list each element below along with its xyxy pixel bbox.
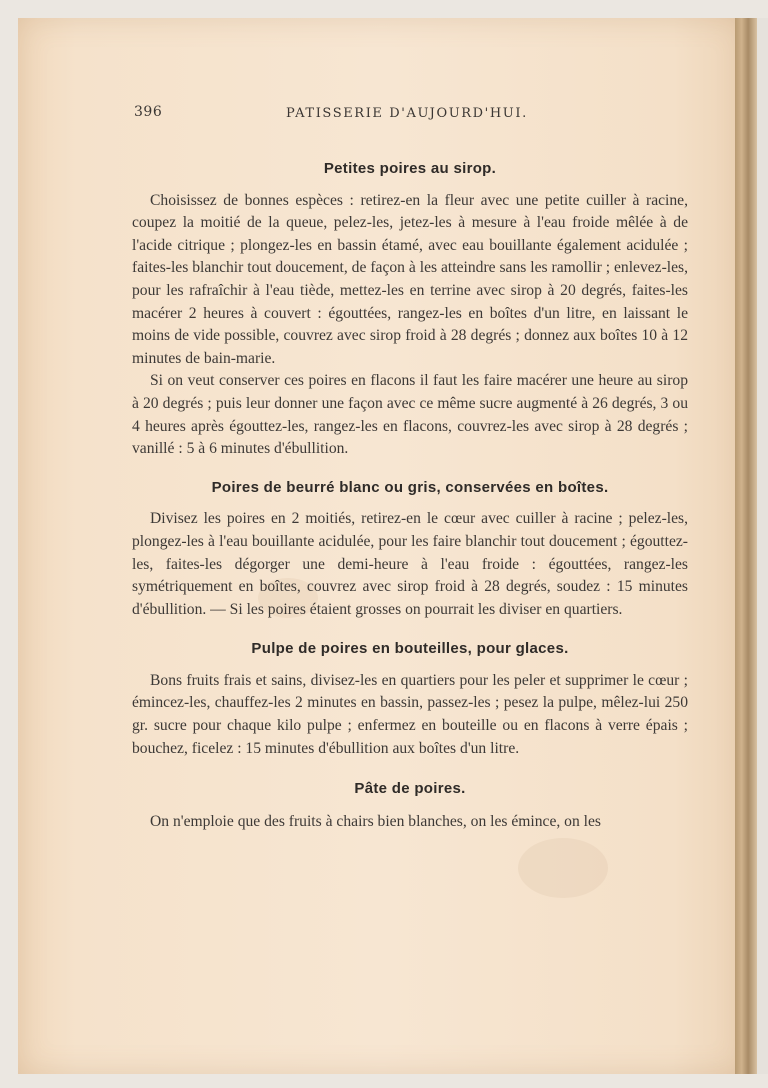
- section-title: Poires de beurré blanc ou gris, conservées en boîtes.: [211, 478, 609, 496]
- page-stack-edge: [735, 18, 757, 1074]
- paragraph: Bons fruits frais et sains, divisez-les en quartiers pour les peler et supprimer le cœur ; émincez-les, chauffez-les 2 minutes en bassin, passez-les ; pesez la pulpe, mêlez-lui 250 gr. sucre pour chaque kilo pulpe ; enfermez en bouteille ou en flacons à verre épais ; bouchez, ficelez : 15 minutes d'ébullition aux boîtes d'un litre.: [132, 671, 688, 757]
- scan-margin: [757, 18, 768, 1074]
- page-body: [132, 158, 688, 833]
- paper-stain: [518, 838, 608, 898]
- section-title: Pâte de poires.: [354, 780, 466, 798]
- running-title: PATISSERIE D'AUJOURD'HUI.: [286, 106, 528, 121]
- paragraph: On n'emploie que des fruits à chairs bien blanches, on les émince, on les: [150, 812, 602, 830]
- paragraph: Divisez les poires en 2 moitiés, retirez-en le cœur avec cuiller à racine ; pelez-les, plongez-les à l'eau bouillante acidulée, pour les faire blanchir tout doucement ; égouttez-les, faites-les dégorger une demi-heure à l'eau froide : égouttées, rangez-les symétriquement en boîtes, couvrez avec sirop froid à 28 degrés, soudez : 15 minutes d'ébullition. — Si les poires étaient grosses on pourrait les diviser en quartiers.: [132, 510, 688, 618]
- paragraph: Si on veut conserver ces poires en flacons il faut les faire macérer une heure au sirop à 20 degrés ; puis leur donner une façon avec ce même sucre augmenté à 26 degrés, 3 ou 4 heures après égouttez-les, rangez-les en flacons, couvrez-les avec sirop à 28 degrés ; vanillé : 5 à 6 minutes d'ébullition.: [132, 372, 688, 458]
- page-header: [0, 104, 768, 128]
- section-title: Pulpe de poires en bouteilles, pour glaces.: [251, 640, 569, 658]
- section-title: Petites poires au sirop.: [323, 160, 497, 177]
- page-number: 396: [134, 104, 163, 120]
- paragraph: Choisissez de bonnes espèces : retirez-en la fleur avec une petite cuiller à racine, coupez la moitié de la queue, pelez-les, jetez-les à mesure à l'eau froide mêlée à de l'acide citrique ; plongez-les en bassin étamé, avec eau bouillante également acidulée ; faites-les blanchir tout doucement, de façon à les atteindre sans les ramollir ; enlevez-les, pour les rafraîchir à l'eau tiède, mettez-les en terrine avec sirop à 20 degrés, faites-les macérer 2 heures à couvert : égouttées, rangez-les en boîtes d'un litre, en laissant le moins de vide possible, couvrez avec sirop froid à 28 degrés ; donnez aux boîtes 10 à 12 minutes de bain-marie.: [132, 191, 688, 367]
